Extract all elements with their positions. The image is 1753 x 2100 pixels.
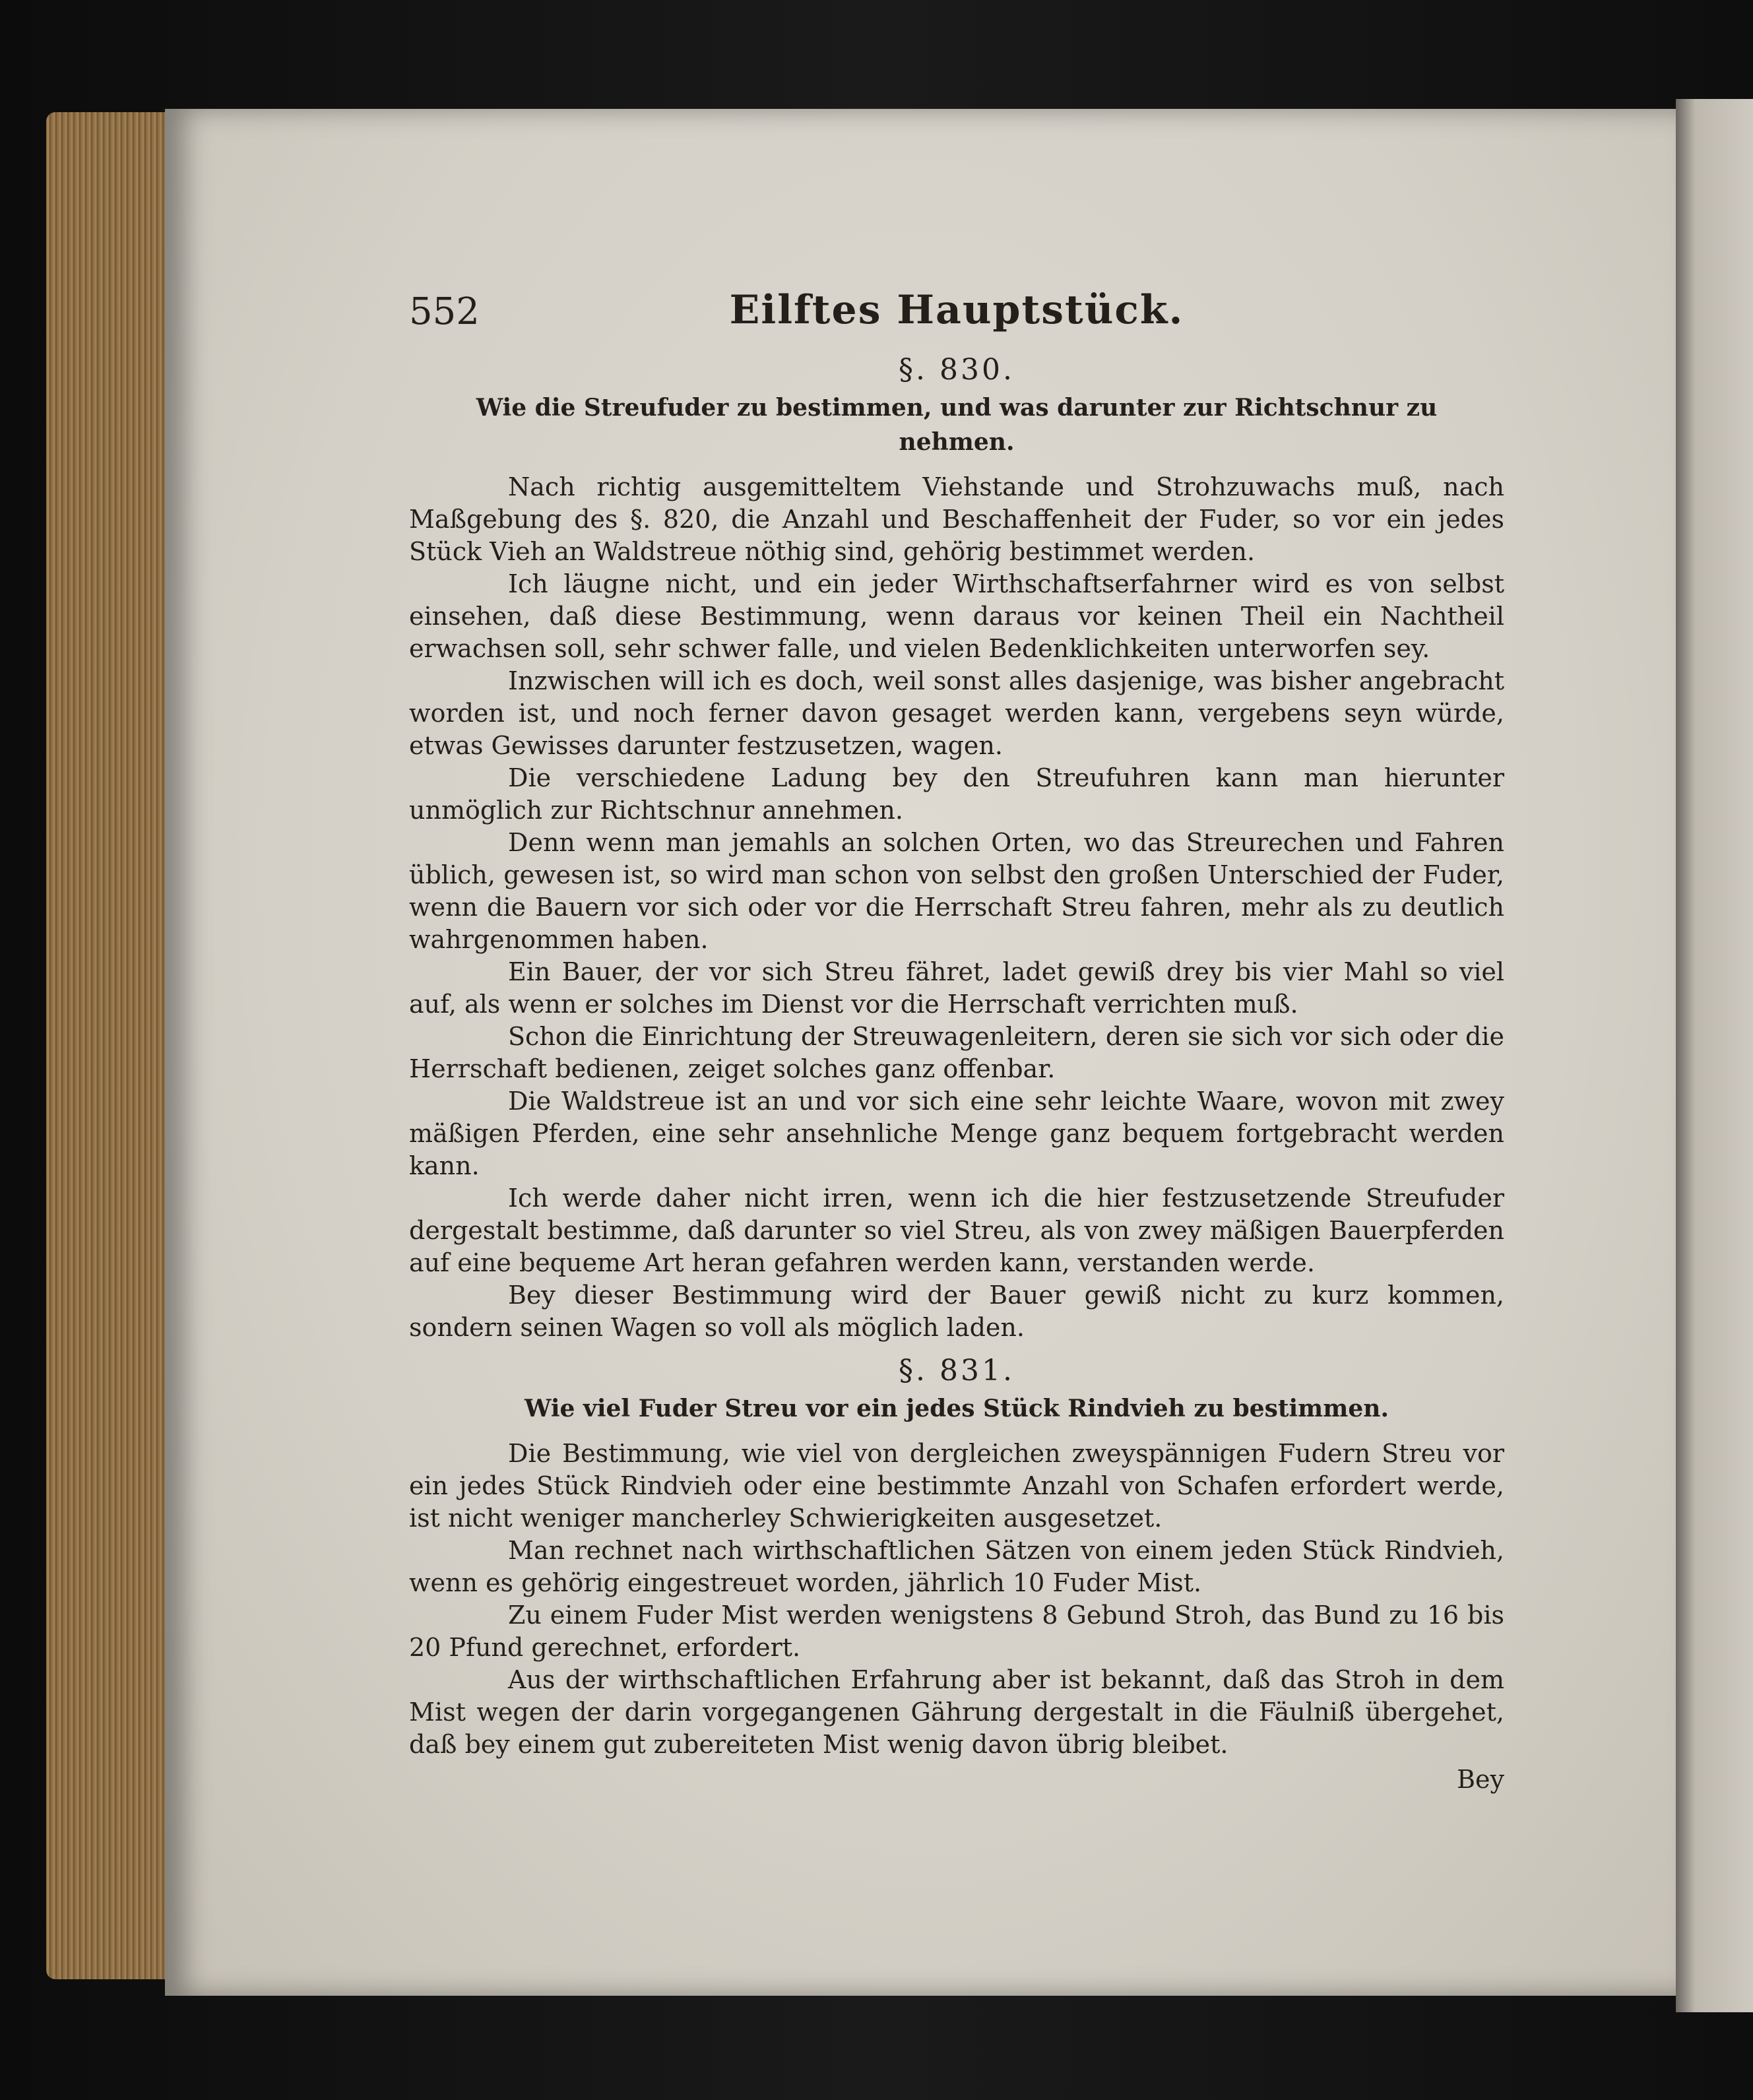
section-heading: Wie die Streufuder zu bestimmen, und was darunter zur Richtschnur zu nehmen. — [476, 394, 1438, 456]
page-content — [409, 277, 1504, 1796]
paragraph: Zu einem Fuder Mist werden wenigstens 8 Gebund Stroh, das Bund zu 16 bis 20 Pfund gerechnet, erfordert. — [409, 1601, 1504, 1662]
paragraph: Die verschiedene Ladung bey den Streufuhren kann man hierunter unmöglich zur Richtschnur annehmen. — [409, 763, 1504, 825]
facing-page-edge — [1676, 99, 1753, 2012]
paragraph: Aus der wirthschaftlichen Erfahrung aber ist bekannt, daß das Stroh in dem Mist wegen der darin vorgegangenen Gährung dergestalt in die Fäulniß übergehet, daß bey einem gut zubereiteten Mist wenig davon übrig bleibet. — [409, 1665, 1504, 1759]
section-831 — [409, 1354, 1504, 1761]
paragraph: Die Bestimmung, wie viel von dergleichen zweyspännigen Fudern Streu vor ein jedes Stück Rindvieh oder eine bestimmte Anzahl von Schafen erfordert werde, ist nicht weniger mancherley Schwierigkeiten ausgesetzet. — [409, 1439, 1504, 1533]
chapter-title: Eilftes Hauptstück. — [729, 287, 1184, 333]
section-number: §. 831. — [899, 1354, 1015, 1387]
paragraph: Man rechnet nach wirthschaftlichen Sätzen von einem jeden Stück Rindvieh, wenn es gehörig eingestreuet worden, jährlich 10 Fuder Mist. — [409, 1536, 1504, 1597]
book-page-edges — [46, 112, 178, 1979]
paragraph: Bey dieser Bestimmung wird der Bauer gewiß nicht zu kurz kommen, sondern seinen Wagen so voll als möglich laden. — [409, 1281, 1504, 1342]
paragraph: Ich werde daher nicht irren, wenn ich die hier festzusetzende Streufuder dergestalt bestimme, daß darunter so viel Streu, als von zwey mäßigen Bauerpferden auf eine bequeme Art heran gefahren werden kann, verstanden werde. — [409, 1184, 1504, 1277]
paragraph: Inzwischen will ich es doch, weil sonst alles dasjenige, was bisher angebracht worden ist, und noch ferner davon gesaget werden kann, vergebens seyn würde, etwas Gewisses darunter festzusetzen, wagen. — [409, 666, 1504, 760]
running-head — [409, 277, 1504, 343]
section-heading: Wie viel Fuder Streu vor ein jedes Stück Rindvieh zu bestimmen. — [525, 1395, 1389, 1422]
section-830 — [409, 353, 1504, 1344]
paragraph: Ich läugne nicht, und ein jeder Wirthschaftserfahrner wird es von selbst einsehen, daß diese Bestimmung, wenn daraus vor keinen Theil ein Nachtheil erwachsen soll, sehr schwer falle, und vielen Bedenklichkeiten unterworfen sey. — [409, 569, 1504, 663]
paragraph: Die Waldstreue ist an und vor sich eine sehr leichte Waare, wovon mit zwey mäßigen Pferden, eine sehr ansehnliche Menge ganz bequem fortgebracht werden kann. — [409, 1087, 1504, 1180]
section-number: §. 830. — [899, 353, 1015, 387]
paragraph: Denn wenn man jemahls an solchen Orten, wo das Streurechen und Fahren üblich, gewesen ist, so wird man schon von selbst den großen Unterschied der Fuder, wenn die Bauern vor sich oder vor die Herrschaft Streu fahren, mehr als zu deutlich wahrgenommen haben. — [409, 828, 1504, 954]
paragraph: Schon die Einrichtung der Streuwagenleitern, deren sie sich vor sich oder die Herrschaft bedienen, zeiget solches ganz offenbar. — [409, 1022, 1504, 1083]
paragraph: Nach richtig ausgemitteltem Viehstande und Strohzuwachs muß, nach Maßgebung des §. 820, die Anzahl und Beschaffenheit der Fuder, so vor ein jedes Stück Vieh an Waldstreue nöthig sind, gehörig bestimmet werden. — [409, 472, 1504, 566]
catchword: Bey — [1457, 1765, 1504, 1794]
paragraph: Ein Bauer, der vor sich Streu fähret, ladet gewiß drey bis vier Mahl so viel auf, als wenn er solches im Dienst vor die Herrschaft verrichten muß. — [409, 957, 1504, 1019]
page-number: 552 — [409, 290, 480, 333]
